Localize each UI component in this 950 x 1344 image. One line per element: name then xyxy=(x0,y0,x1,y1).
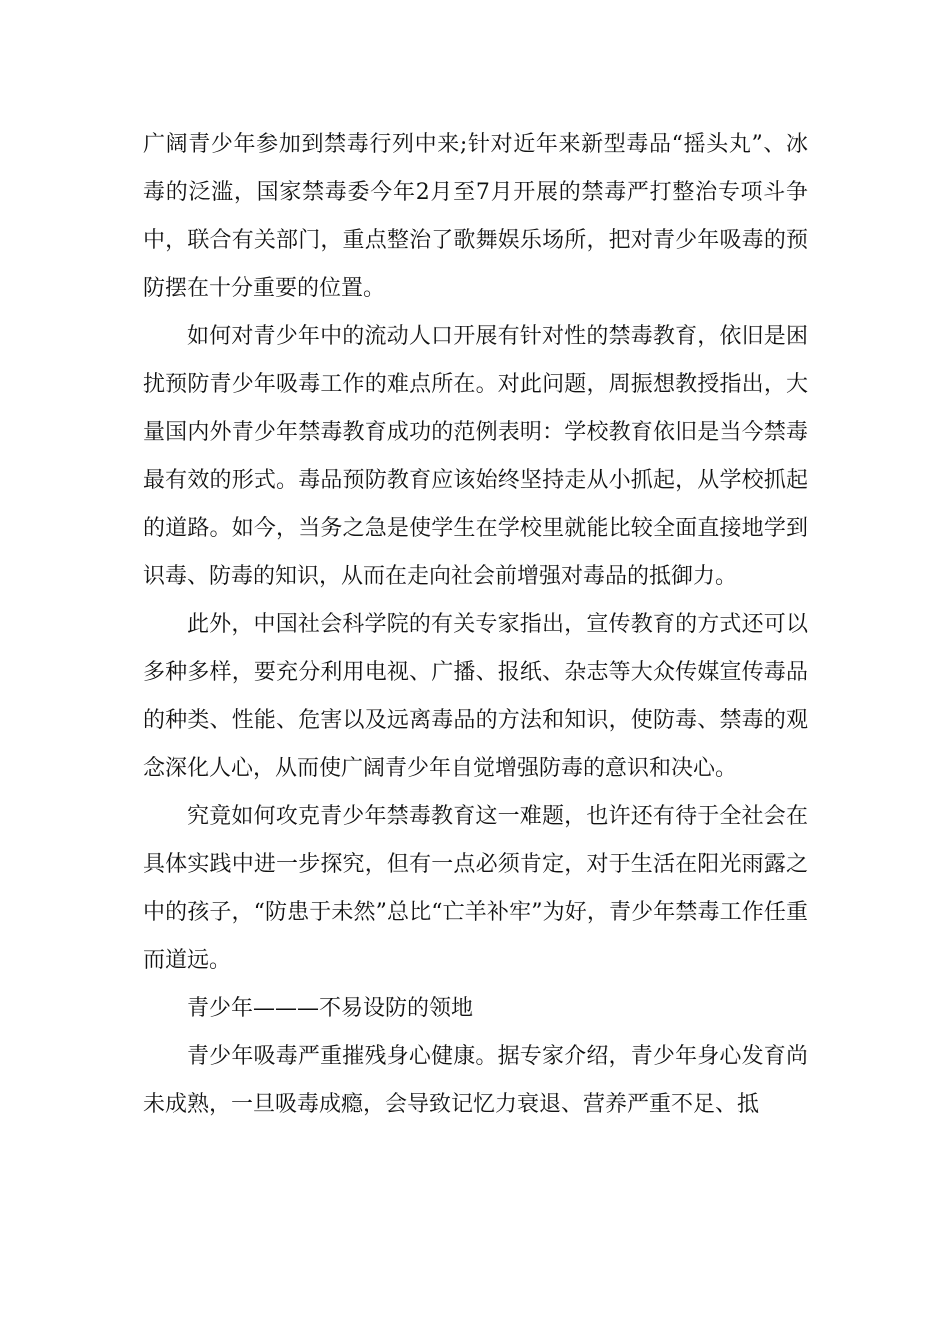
section-heading: 青少年———不易设防的领地 xyxy=(187,996,474,1021)
document-body xyxy=(143,121,808,1129)
paragraph-4: 究竟如何攻克青少年禁毒教育这一难题，也许还有待于全社会在具体实践中进一步探究，但有一点必须肯定，对于生活在阳光雨露之中的孩子，“防患于未然”总比“亡羊补牢”为好，青少年禁毒工作任重而道远。 xyxy=(143,804,808,973)
paragraph-3: 此外，中国社会科学院的有关专家指出，宣传教育的方式还可以多种多样，要充分利用电视、广播、报纸、杂志等大众传媒宣传毒品的种类、性能、危害以及远离毒品的方法和知识，使防毒、禁毒的观念深化人心，从而使广阔青少年自觉增强防毒的意识和决心。 xyxy=(143,612,808,781)
paragraph-1: 广阔青少年参加到禁毒行列中来;针对近年来新型毒品“摇头丸”、冰毒的泛滥，国家禁毒委今年2月至7月开展的禁毒严打整治专项斗争中，联合有关部门，重点整治了歌舞娱乐场所，把对青少年吸毒的预防摆在十分重要的位置。 xyxy=(143,132,808,301)
paragraph-2: 如何对青少年中的流动人口开展有针对性的禁毒教育，依旧是困扰预防青少年吸毒工作的难点所在。对此问题，周振想教授指出，大量国内外青少年禁毒教育成功的范例表明：学校教育依旧是当今禁毒最有效的形式。毒品预防教育应该始终坚持走从小抓起，从学校抓起的道路。如今，当务之急是使学生在学校里就能比较全面直接地学到识毒、防毒的知识，从而在走向社会前增强对毒品的抵御力。 xyxy=(143,324,808,589)
paragraph-5: 青少年吸毒严重摧残身心健康。据专家介绍，青少年身心发育尚未成熟，一旦吸毒成瘾，会导致记忆力衰退、营养严重不足、抵 xyxy=(143,1044,808,1117)
